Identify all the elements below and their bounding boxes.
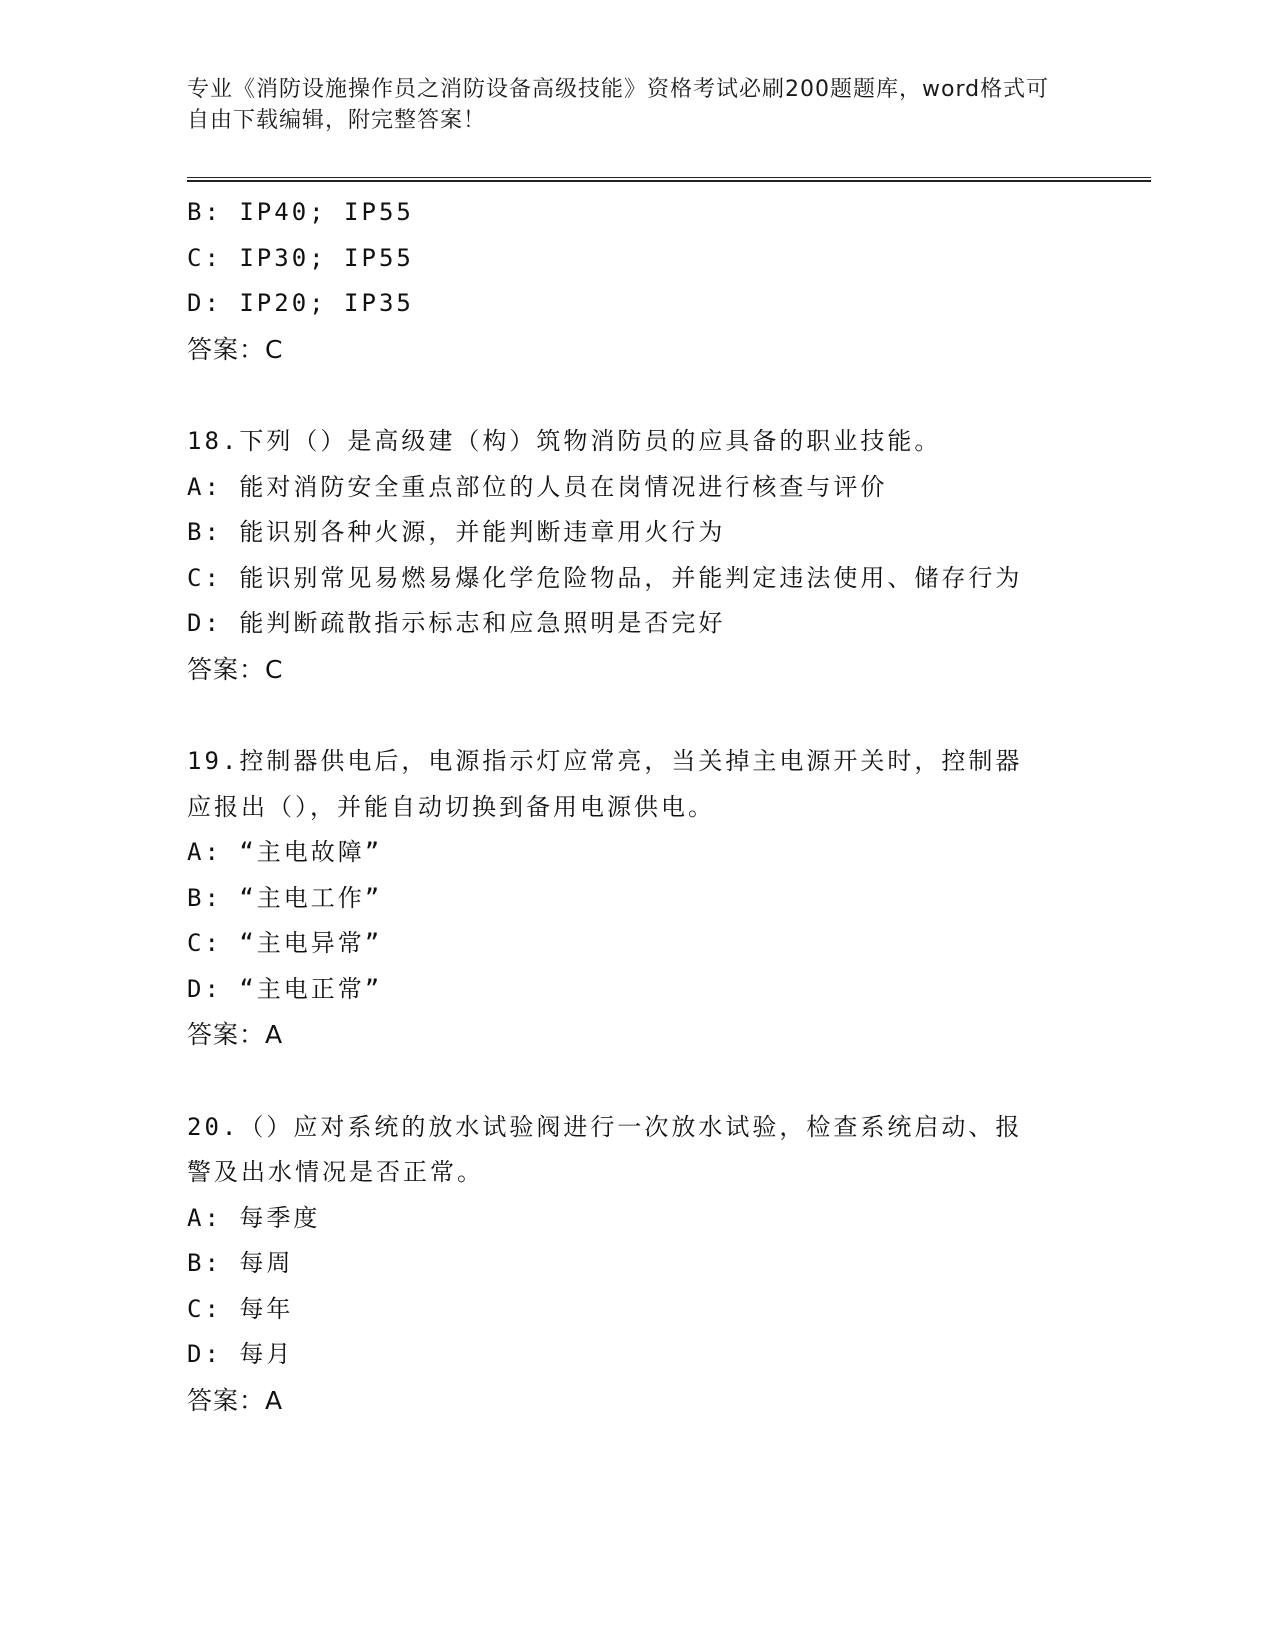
question-stem: 18.下列（）是高级建（构）筑物消防员的应具备的职业技能。 — [187, 427, 942, 455]
question-stem-line-2: 应报出（），并能自动切换到备用电源供电。 — [187, 792, 715, 821]
option-a: A: 每季度 — [187, 1203, 321, 1232]
header-divider-thin — [187, 177, 1151, 178]
document-header: 专业《消防设施操作员之消防设备高级技能》资格考试必刷200题题库，word格式可自由下载编辑，附完整答案！ — [187, 77, 1050, 133]
question-20 — [187, 1105, 1087, 1424]
answer: 答案：A — [187, 1385, 284, 1415]
question-17 — [187, 190, 1087, 372]
answer: 答案：A — [187, 1020, 284, 1049]
question-stem-line-1: 20.（）应对系统的放水试验阀进行一次放水试验，检查系统启动、报 — [187, 1112, 1023, 1141]
question-list — [187, 190, 1087, 1423]
option-b: B: “主电工作” — [187, 883, 383, 912]
option-a: A: 能对消防安全重点部位的人员在岗情况进行核查与评价 — [187, 472, 888, 501]
option-c: C: 能识别常见易燃易爆化学危险物品，并能判定违法使用、储存行为 — [187, 563, 1023, 592]
spacer — [187, 1058, 1087, 1105]
question-18 — [187, 419, 1087, 692]
option-d: D: 每月 — [187, 1340, 294, 1368]
option-b: B: 每周 — [187, 1249, 294, 1277]
option-d: D: “主电正常” — [187, 974, 383, 1003]
option-b: B: IP40; IP55 — [187, 198, 414, 226]
header-divider-thick — [187, 180, 1151, 182]
answer: 答案：C — [187, 654, 284, 684]
option-d: D: 能判断疏散指示标志和应急照明是否完好 — [187, 609, 726, 637]
question-stem-line-1: 19.控制器供电后，电源指示灯应常亮，当关掉主电源开关时，控制器 — [187, 747, 1023, 775]
question-19 — [187, 739, 1087, 1058]
option-a: A: “主电故障” — [187, 838, 383, 866]
question-stem-line-2: 警及出水情况是否正常。 — [187, 1158, 484, 1186]
option-d: D: IP20; IP35 — [187, 289, 414, 317]
spacer — [187, 692, 1087, 739]
option-c: C: IP30; IP55 — [187, 243, 414, 272]
answer: 答案：C — [187, 334, 284, 364]
option-c: C: “主电异常” — [187, 929, 383, 957]
spacer — [187, 372, 1087, 419]
option-b: B: 能识别各种火源，并能判断违章用火行为 — [187, 518, 726, 546]
option-c: C: 每年 — [187, 1294, 294, 1323]
